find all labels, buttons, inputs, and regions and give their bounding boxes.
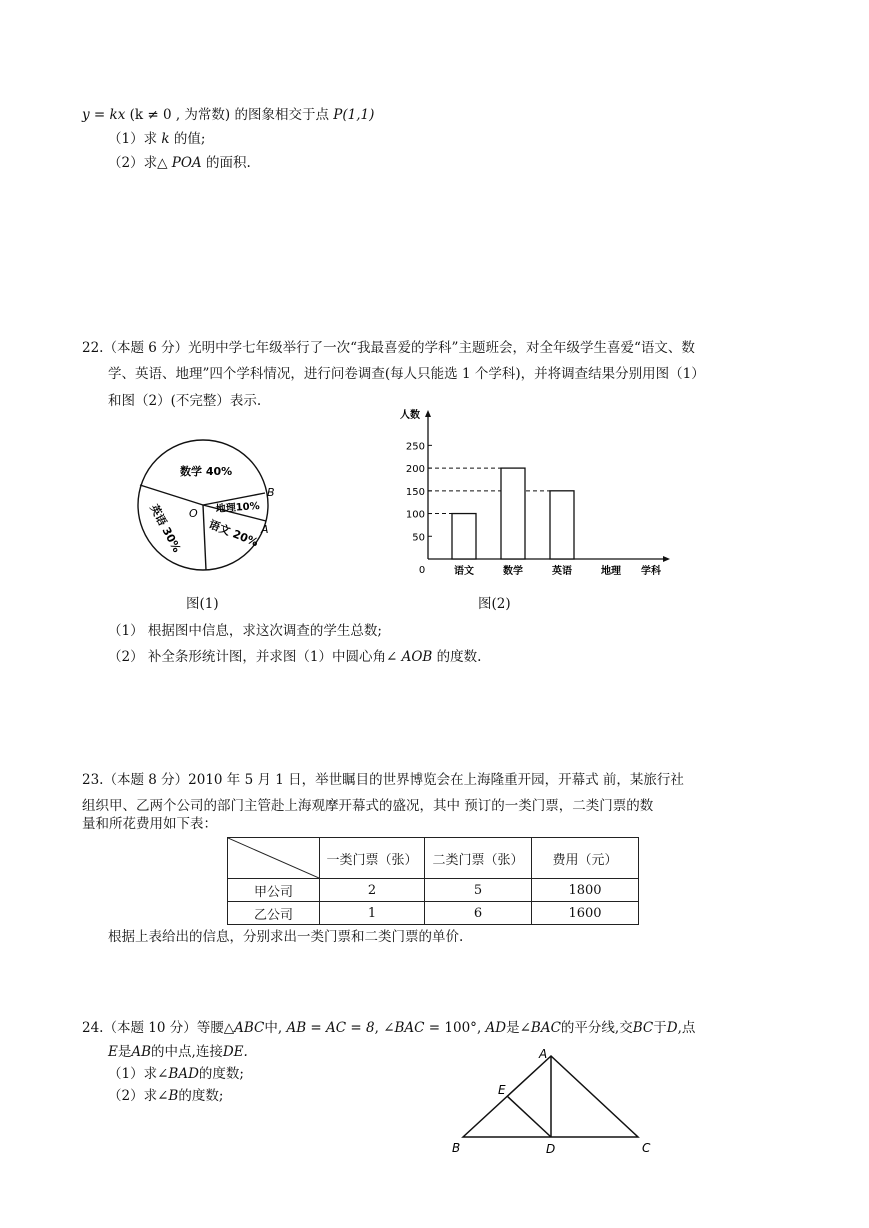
q21-sub2-text: （2）求△ [108, 155, 168, 171]
x-axis-label: 学科 [641, 566, 661, 577]
q24-text: , [476, 1020, 482, 1036]
diagonal-line [228, 838, 319, 878]
pie-label-english: 英语 30% [147, 502, 184, 555]
origin-label: 0 [418, 565, 426, 576]
point-d-label: D [546, 1142, 556, 1156]
y-tick-label: 100 [405, 509, 425, 521]
q24-text: 24.（本题 10 分）等腰△ [82, 1020, 235, 1036]
table-cell: 甲公司 [228, 879, 320, 902]
q23-after-table: 根据上表给出的信息，分别求出一类门票和二类门票的单价. [108, 929, 464, 945]
table-row [228, 902, 639, 925]
pie-label-chinese: 语文 20% [206, 517, 261, 550]
q21-subquestion-1 [108, 130, 205, 148]
pie-radius-math-english [140, 485, 203, 505]
q22-line-3: 和图（2）(不完整）表示. [108, 393, 262, 409]
q21-condition-line [82, 106, 374, 124]
q24-line-1 [82, 1016, 695, 1040]
q24-sub2-end: 的度数; [178, 1088, 224, 1104]
pie-point-b: B [267, 486, 275, 499]
q24-text: 于 [653, 1020, 667, 1036]
q24-sub1-end: 的度数; [198, 1066, 244, 1082]
q22-line-2: 学、英语、地理”四个学科情况，进行问卷调查(每人只能选 1 个学科)，并将调查结果分别用图（1） [108, 366, 705, 382]
q24-text: = 100° [424, 1020, 477, 1036]
bar [501, 468, 525, 559]
bar [550, 491, 574, 559]
table-cell: 5 [425, 879, 532, 902]
triangle-figure [448, 1046, 658, 1158]
q21-sub2-var: POA [171, 155, 202, 171]
x-axis-arrow [663, 556, 670, 562]
q24-var: BC [632, 1020, 654, 1036]
q24-text: , ∠ [374, 1020, 395, 1036]
pie-radius-chinese-english [203, 505, 206, 570]
y-tick-label: 200 [405, 464, 425, 476]
q24-text: 中, [264, 1020, 283, 1036]
q24-var: E [108, 1044, 118, 1060]
table-header: 一类门票（张） [320, 838, 425, 879]
y-tick-label: 150 [405, 486, 425, 498]
y-axis-label: 人数 [400, 410, 420, 421]
q22-line-1: 22.（本题 6 分）光明中学七年级举行了一次“我最喜爱的学科”主题班会，对全年级学生喜爱“语文、数 [82, 340, 695, 356]
q24-text: 是 [117, 1044, 132, 1060]
q21-equation: y = kx [82, 107, 126, 123]
bar-chart [398, 404, 673, 582]
q22-sub2-text: （2） 补全条形统计图，并求图（1）中圆心角∠ [108, 649, 398, 665]
q24-text: 是∠ [506, 1020, 531, 1036]
y-tick-label: 50 [412, 532, 425, 544]
pie-caption: 图(1) [186, 596, 219, 612]
q23-line-3: 量和所花费用如下表： [82, 816, 217, 832]
y-axis-arrow [425, 410, 431, 417]
table-cell: 1 [320, 902, 425, 925]
table-cell: 乙公司 [228, 902, 320, 925]
table-header: 二类门票（张） [425, 838, 532, 879]
q24-var: D [666, 1020, 678, 1036]
q21-sub1-text: （1）求 [108, 131, 158, 147]
q23-line-1: 23.（本题 8 分）2010 年 5 月 1 日，举世瞩目的世界博览会在上海隆重开园，开幕式 前，某旅行社 [82, 772, 684, 788]
table-header: 费用（元） [532, 838, 639, 879]
ticket-table [227, 837, 639, 925]
point-c-label: C [642, 1141, 651, 1155]
q22-subquestion-1: （1） 根据图中信息，求这次调查的学生总数; [108, 623, 382, 639]
q24-sub2-var: B [168, 1088, 179, 1104]
x-category-label: 地理 [601, 566, 621, 577]
table-row [228, 879, 639, 902]
x-category-label: 数学 [503, 566, 523, 577]
q24-sub1-var: BAD [168, 1066, 199, 1082]
q24-var: DE. [222, 1044, 248, 1060]
table-cell: 1600 [532, 902, 639, 925]
table-cell: 1800 [532, 879, 639, 902]
table-cell: 6 [425, 902, 532, 925]
q24-var: AB = AC = 8 [286, 1020, 375, 1036]
q24-text: 的平分线,交 [560, 1020, 633, 1036]
segment-de [507, 1096, 551, 1137]
q24-var: ABC [234, 1020, 265, 1036]
q24-text: ,点 [677, 1020, 696, 1036]
q24-line-2 [108, 1040, 248, 1064]
bar [452, 514, 476, 559]
table-corner-cell [228, 838, 320, 879]
point-b-label: B [452, 1141, 461, 1155]
pie-center-o: O [189, 507, 198, 520]
q24-text: 的中点,连接 [151, 1044, 223, 1060]
point-e-label: E [498, 1083, 506, 1097]
q21-point: P(1,1) [333, 107, 375, 123]
x-category-label: 英语 [552, 566, 572, 577]
table-cell: 2 [320, 879, 425, 902]
q21-subquestion-2 [108, 154, 251, 172]
q21-sub1-end: 的值; [173, 131, 206, 147]
q24-subquestion-2 [108, 1084, 223, 1108]
pie-chart [130, 435, 280, 577]
pie-label-math: 数学 40% [180, 465, 233, 478]
x-category-label: 语文 [454, 566, 474, 577]
q24-sub2-text: （2）求∠ [108, 1088, 169, 1104]
q24-var: BAC [530, 1020, 561, 1036]
q21-sub2-end: 的面积. [205, 155, 251, 171]
pie-point-a: A [261, 523, 269, 536]
q22-subquestion-2 [108, 645, 481, 669]
bar-caption: 图(2) [478, 596, 511, 612]
point-a-label: A [539, 1047, 548, 1061]
q23-line-2: 组织甲、乙两个公司的部门主管赴上海观摩开幕式的盛况，其中 预订的一类门票，二类门票的数 [82, 798, 654, 814]
q21-sub1-var: k [161, 131, 170, 147]
q24-var: BAC [394, 1020, 425, 1036]
q24-subquestion-1 [108, 1062, 244, 1086]
table-header-row [228, 838, 639, 879]
q24-var: AB [131, 1044, 152, 1060]
q22-sub2-end: 的度数. [436, 649, 482, 665]
q21-condition: (k ≠ 0 , 为常数) 的图象相交于点 [129, 107, 329, 123]
q24-var: AD [485, 1020, 507, 1036]
q22-sub2-var: AOB [401, 649, 433, 665]
q24-sub1-text: （1）求∠ [108, 1066, 169, 1082]
pie-label-geography: 地理10% [215, 500, 261, 515]
y-tick-label: 250 [405, 441, 425, 453]
